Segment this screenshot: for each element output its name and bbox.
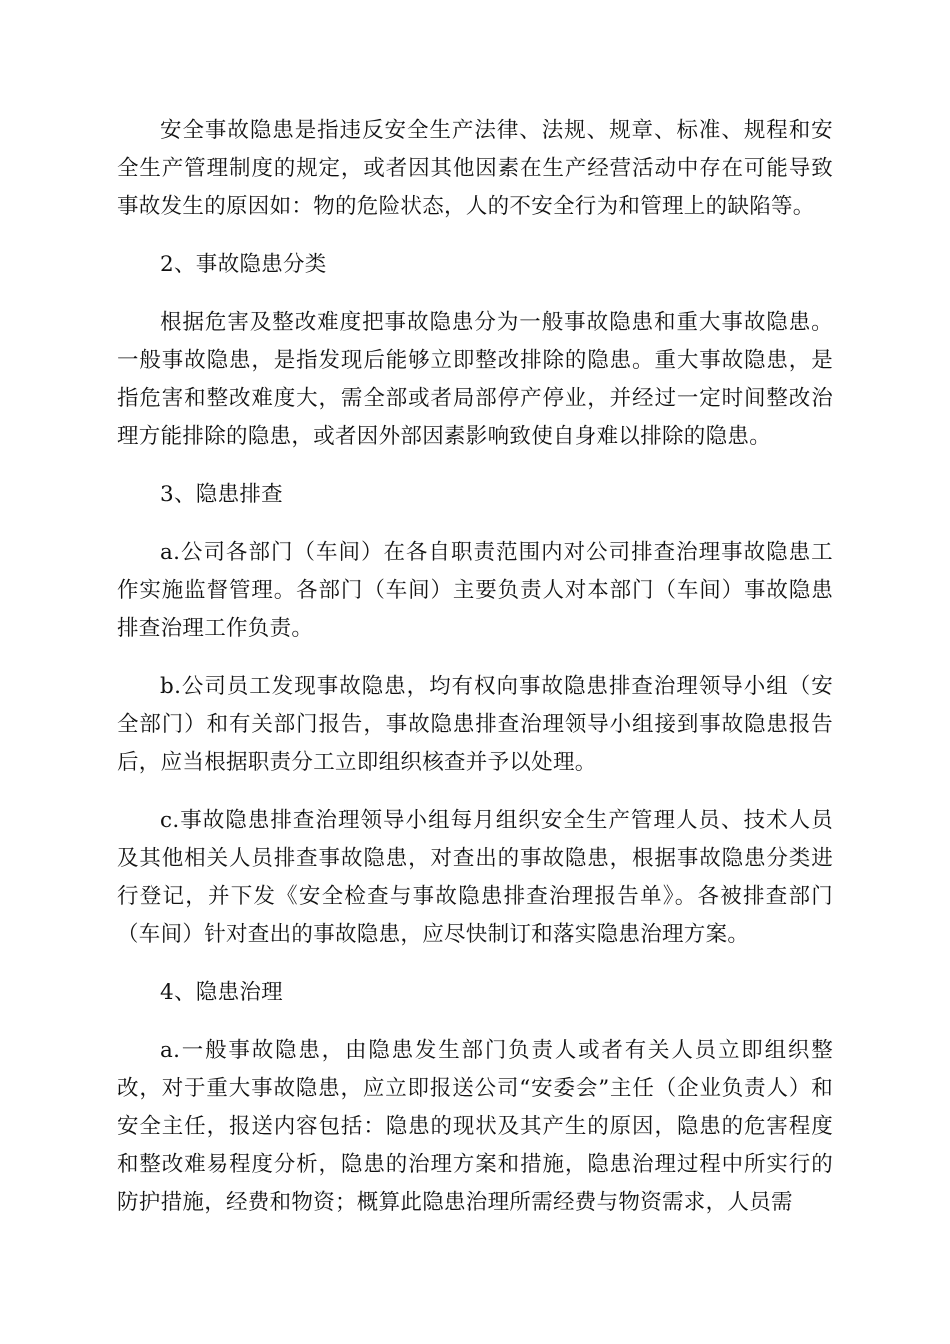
paragraph-hazard-definition: 安全事故隐患是指违反安全生产法律、法规、规章、标准、规程和安全生产管理制度的规定，或者因其他因素在生产经营活动中存在可能导致事故发生的原因如：物的危险状态，人的不安全行为和管理上的缺陷等。 <box>117 118 833 219</box>
paragraph-investigation-a: a.公司各部门（车间）在各自职责范围内对公司排查治理事故隐患工作实施监督管理。各部门（车间）主要负责人对本部门（车间）事故隐患排查治理工作负责。 <box>117 540 833 641</box>
paragraph-hazard-classification: 根据危害及整改难度把事故隐患分为一般事故隐患和重大事故隐患。一般事故隐患，是指发现后能够立即整改排除的隐患。重大事故隐患，是指危害和整改难度大，需全部或者局部停产停业，并经过一定时间整改治理方能排除的隐患，或者因外部因素影响致使自身难以排除的隐患。 <box>117 310 833 449</box>
document-body <box>117 112 833 1242</box>
paragraph-investigation-c: c.事故隐患排查治理领导小组每月组织安全生产管理人员、技术人员及其他相关人员排查事故隐患，对查出的事故隐患，根据事故隐患分类进行登记，并下发《安全检查与事故隐患排查治理报告单》。各被排查部门（车间）针对查出的事故隐患，应尽快制订和落实隐患治理方案。 <box>117 808 833 947</box>
section-heading-2: 2、事故隐患分类 <box>160 252 327 277</box>
section-heading-3: 3、隐患排查 <box>160 482 283 507</box>
paragraph-investigation-b: b.公司员工发现事故隐患，均有权向事故隐患排查治理领导小组（安全部门）和有关部门报告，事故隐患排查治理领导小组接到事故隐患报告后，应当根据职责分工立即组织核查并予以处理。 <box>117 674 833 775</box>
paragraph-treatment-a: a.一般事故隐患，由隐患发生部门负责人或者有关人员立即组织整改，对于重大事故隐患，应立即报送公司“安委会”主任（企业负责人）和安全主任，报送内容包括：隐患的现状及其产生的原因，隐患的危害程度和整改难易程度分析，隐患的治理方案和措施，隐患治理过程中所实行的防护措施，经费和物资；概算此隐患治理所需经费与物资需求，人员需 <box>117 1038 833 1215</box>
section-heading-4: 4、隐患治理 <box>160 980 283 1005</box>
